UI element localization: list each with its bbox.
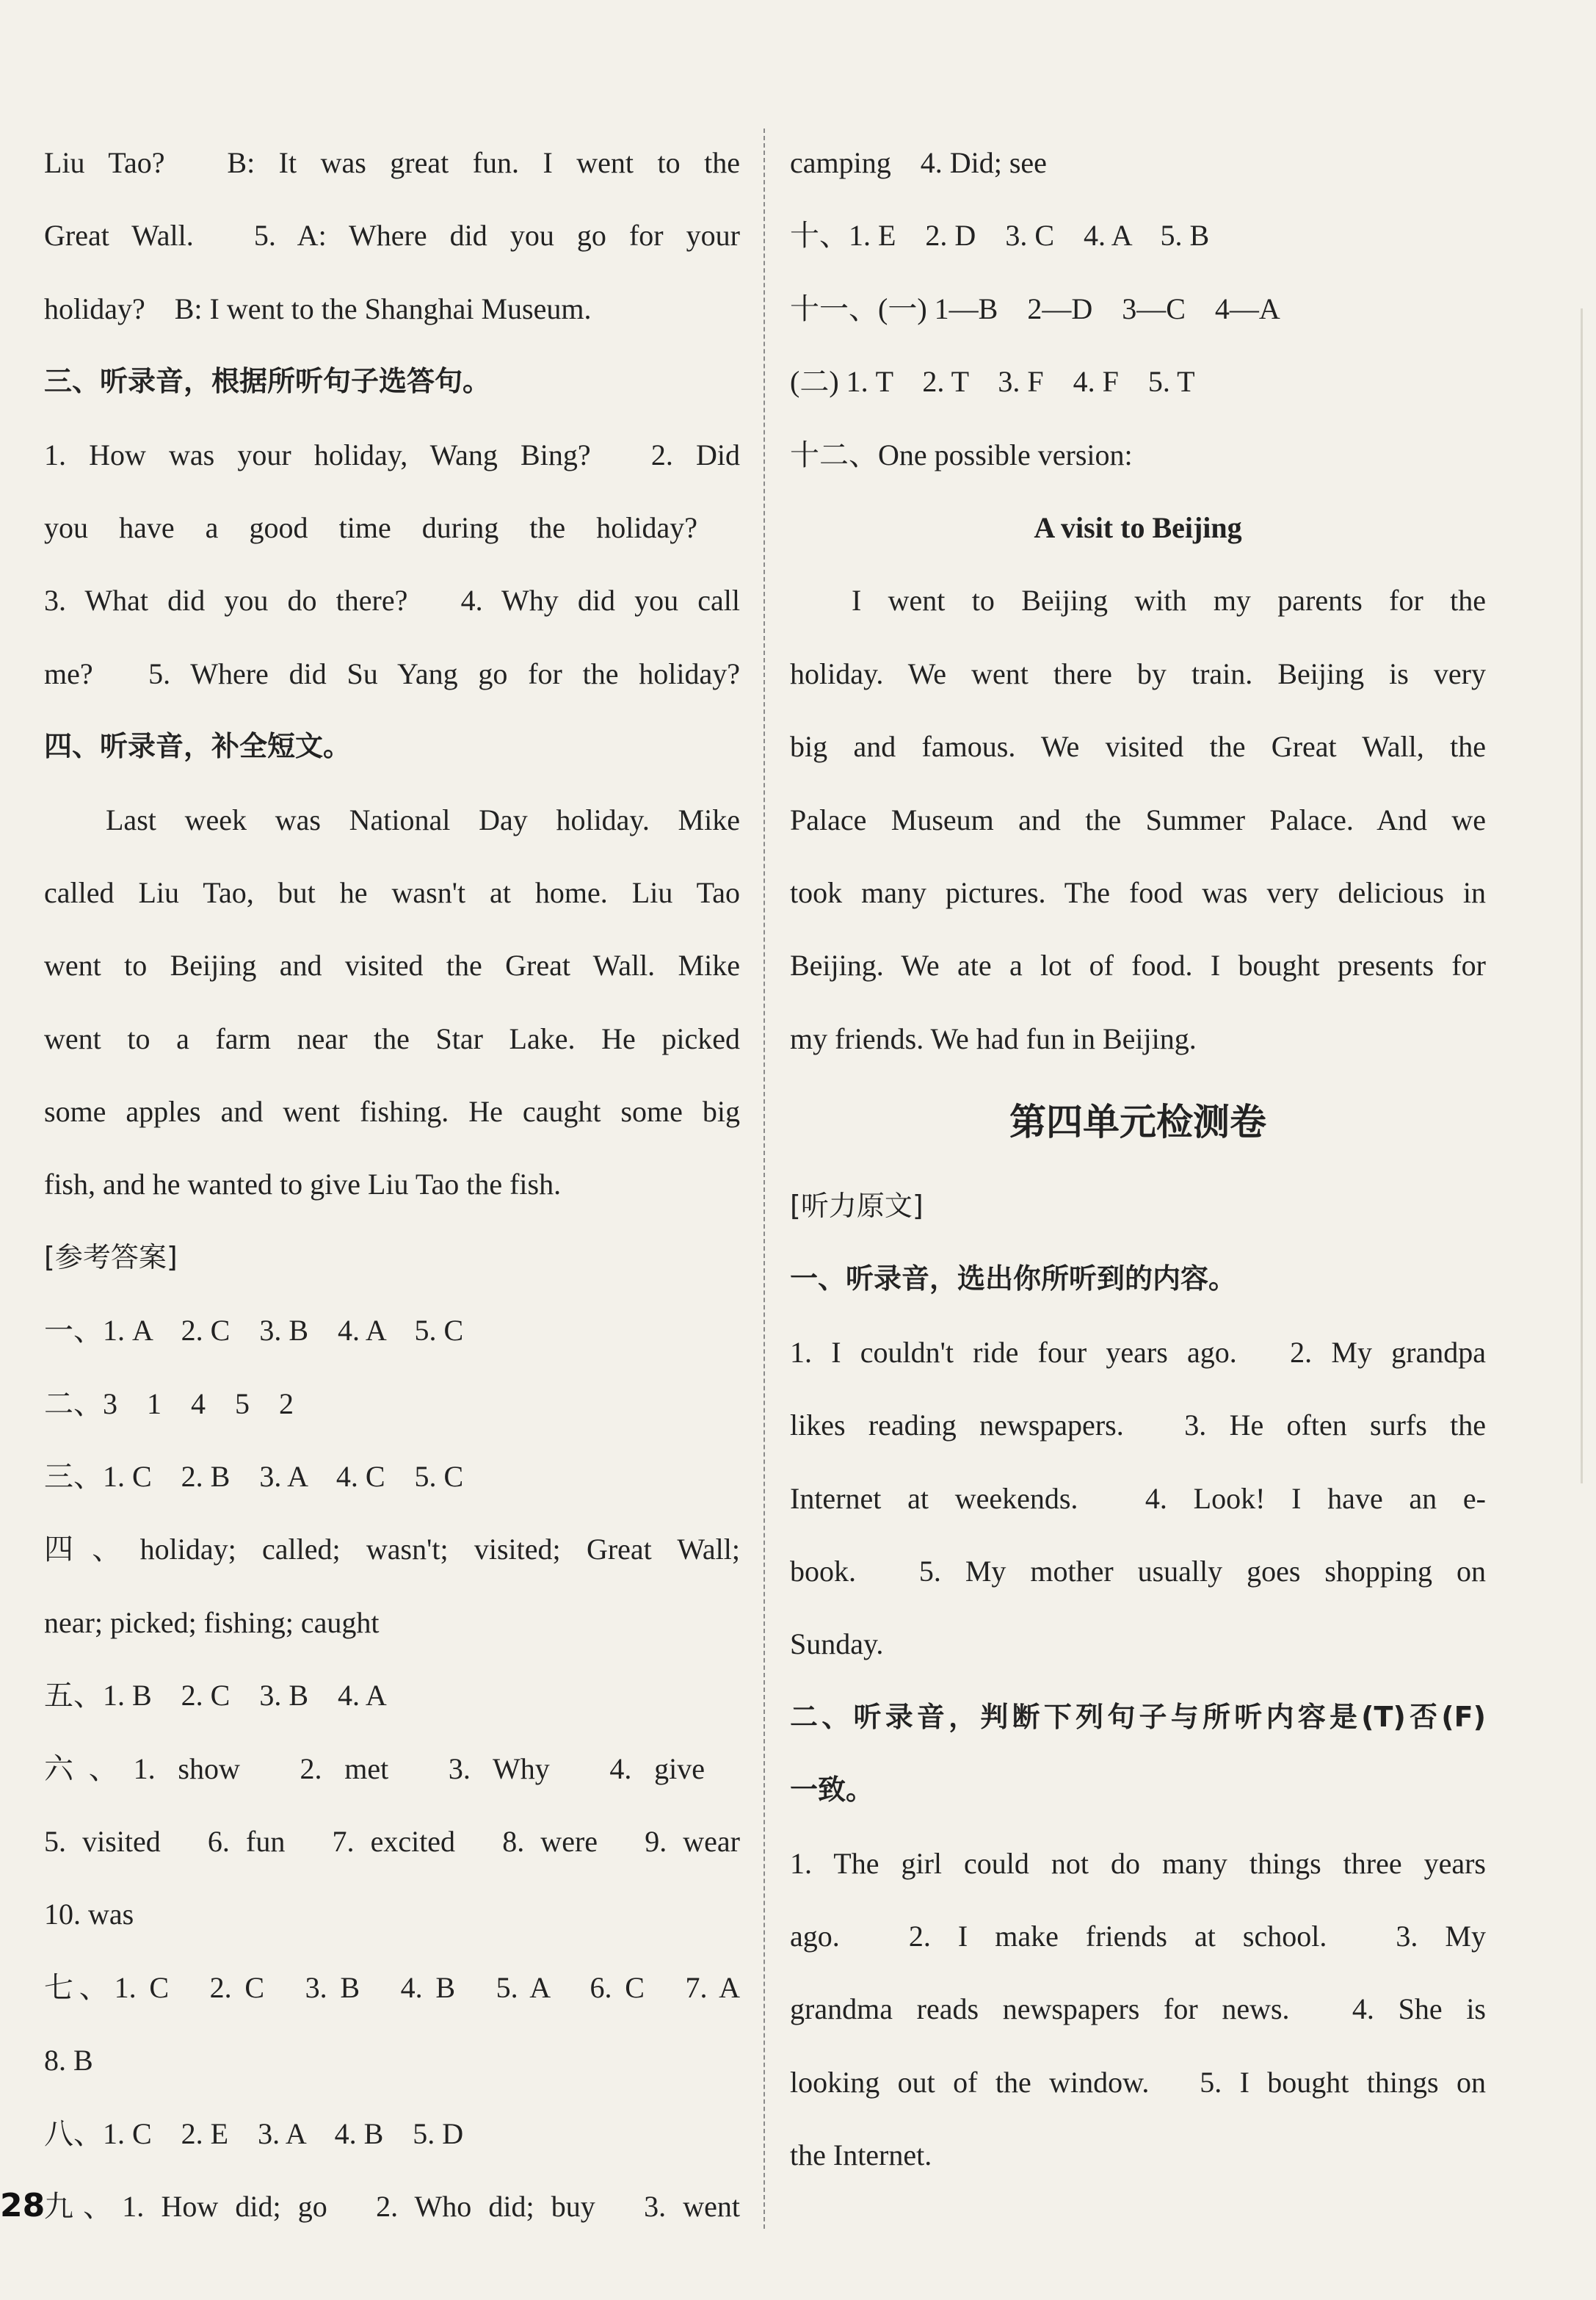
text-line: some apples and went fishing. He caught some big <box>44 1095 740 1129</box>
answer-line: 二、3 1 4 5 2 <box>44 1386 294 1420</box>
text-line: went to Beijing and visited the Great Wall. Mike <box>44 949 740 983</box>
answer-key-heading: [参考答案] <box>44 1240 178 1273</box>
section-heading: 二、听录音，判断下列句子与所听内容是(T)否(F) <box>790 1700 1486 1733</box>
text-line: you have a good time during the holiday? <box>44 510 697 544</box>
text-line: 3. What did you do there? 4. Why did you call <box>44 584 740 618</box>
text-line: me? 5. Where did Su Yang go for the holiday? <box>44 657 740 690</box>
essay-line: I went to Beijing with my parents for the <box>852 584 1486 618</box>
essay-title: A visit to Beijing <box>1034 510 1242 544</box>
text-line: 1. How was your holiday, Wang Bing? 2. Did <box>44 438 740 471</box>
answer-line: 三、1. C 2. B 3. A 4. C 5. C <box>44 1460 464 1494</box>
page-number: 28 <box>0 2187 46 2224</box>
text-line: called Liu Tao, but he wasn't at home. Liu Tao <box>44 875 740 909</box>
text-line: the Internet. <box>790 2138 932 2172</box>
essay-line: Palace Museum and the Summer Palace. And we <box>790 803 1486 836</box>
answer-line: (二) 1. T 2. T 3. F 4. F 5. T <box>790 365 1195 399</box>
text-line: ago. 2. I make friends at school. 3. My <box>790 1919 1486 1953</box>
answer-line: 七、1. C 2. C 3. B 4. B 5. A 6. C 7. A <box>44 1970 740 2004</box>
text-line: Last week was National Day holiday. Mike <box>106 803 740 836</box>
answer-line: 八、1. C 2. E 3. A 4. B 5. D <box>44 2116 464 2150</box>
column-divider <box>763 129 765 2229</box>
text-line: Liu Tao? B: It was great fun. I went to the <box>44 146 740 179</box>
unit-title: 第四单元检测卷 <box>1009 1101 1266 1144</box>
essay-line: big and famous. We visited the Great Wall, the <box>790 730 1486 764</box>
text-line: Great Wall. 5. A: Where did you go for your <box>44 219 740 253</box>
answer-line: 10. was <box>44 1898 134 1931</box>
text-line: holiday? B: I went to the Shanghai Museum. <box>44 292 592 325</box>
essay-line: holiday. We went there by train. Beijing is very <box>790 657 1486 690</box>
answer-line: 5. visited 6. fun 7. excited 8. were 9. wear <box>44 1824 740 1858</box>
answer-line: 一、1. A 2. C 3. B 4. A 5. C <box>44 1314 464 1348</box>
answer-line: 四、holiday; called; wasn't; visited; Great Wall; <box>44 1533 740 1566</box>
text-line: Sunday. <box>790 1627 884 1661</box>
essay-line: took many pictures. The food was very delicious in <box>790 875 1486 909</box>
text-line: book. 5. My mother usually goes shopping on <box>790 1555 1486 1588</box>
answer-line: 五、1. B 2. C 3. B 4. A <box>44 1679 387 1713</box>
answer-line: camping 4. Did; see <box>790 146 1047 179</box>
text-line: went to a farm near the Star Lake. He picked <box>44 1021 740 1055</box>
transcript-heading: [听力原文] <box>790 1190 924 1223</box>
answer-line: 六、1. show 2. met 3. Why 4. give <box>44 1751 705 1785</box>
answer-line: near; picked; fishing; caught <box>44 1605 380 1639</box>
answer-line: 十二、One possible version: <box>790 438 1133 471</box>
text-line: 1. I couldn't ride four years ago. 2. My grandpa <box>790 1335 1486 1369</box>
text-line: looking out of the window. 5. I bought things on <box>790 2065 1486 2099</box>
left-column <box>44 126 740 2243</box>
answer-line: 8. B <box>44 2044 93 2077</box>
right-column <box>790 126 1486 2192</box>
section-heading: 一、听录音，选出你所听到的内容。 <box>790 1262 1237 1295</box>
section-heading: 三、听录音，根据所听句子选答句。 <box>44 365 491 398</box>
page-edge-shadow <box>1581 308 1583 1483</box>
essay-line: my friends. We had fun in Beijing. <box>790 1021 1197 1055</box>
answer-line: 十、1. E 2. D 3. C 4. A 5. B <box>790 219 1210 253</box>
text-line: likes reading newspapers. 3. He often surfs the <box>790 1408 1486 1442</box>
text-line: fish, and he wanted to give Liu Tao the fish. <box>44 1168 562 1201</box>
text-line: grandma reads newspapers for news. 4. She is <box>790 1992 1486 2026</box>
section-heading: 四、听录音，补全短文。 <box>44 730 352 763</box>
answer-line: 十一、(一) 1—B 2—D 3—C 4—A <box>790 292 1280 325</box>
essay-line: Beijing. We ate a lot of food. I bought presents for <box>790 949 1486 983</box>
text-line: Internet at weekends. 4. Look! I have an e- <box>790 1481 1486 1515</box>
section-heading: 一致。 <box>790 1773 874 1807</box>
answer-line: 九、1. How did; go 2. Who did; buy 3. went <box>44 2189 740 2223</box>
text-line: 1. The girl could not do many things three years <box>790 1846 1486 1880</box>
